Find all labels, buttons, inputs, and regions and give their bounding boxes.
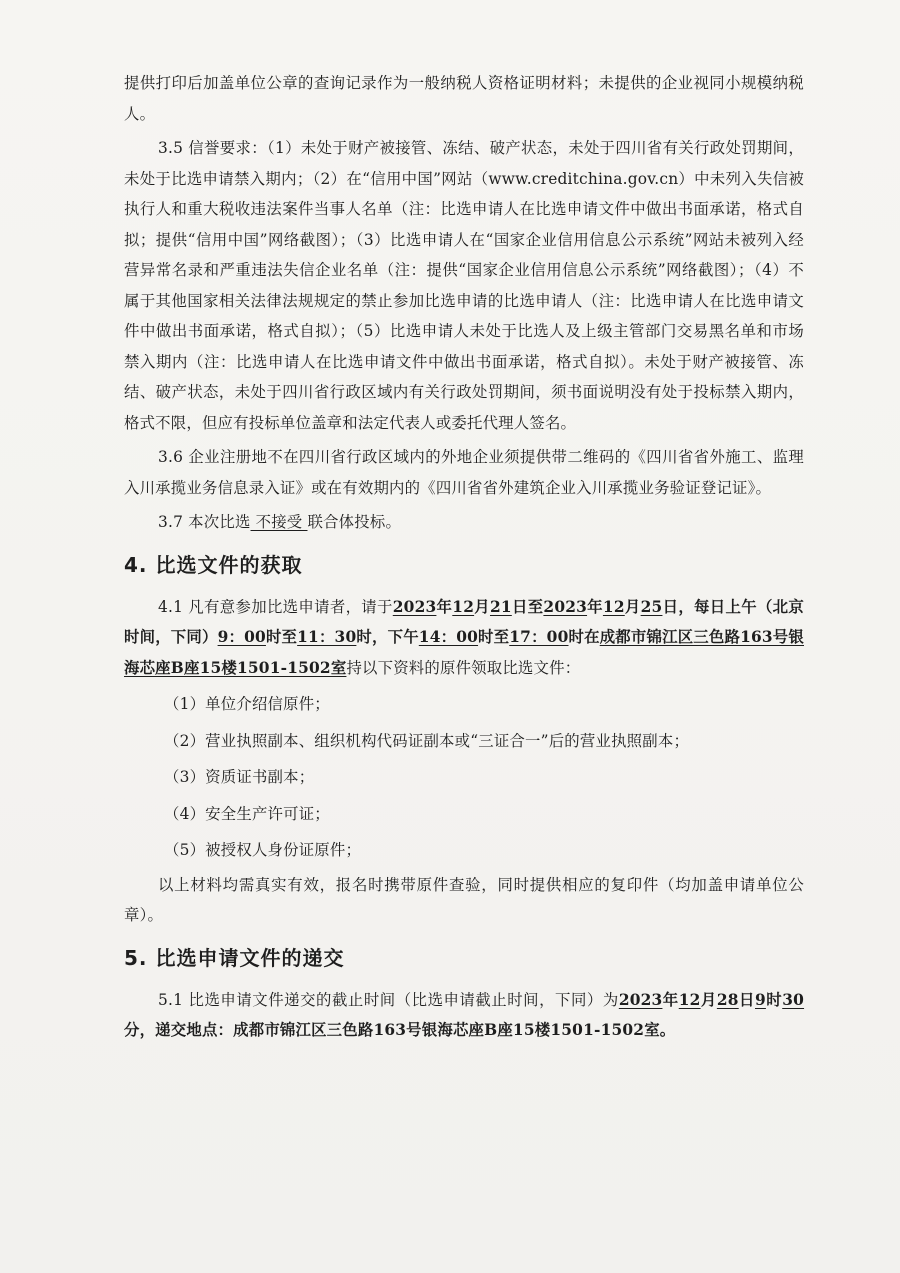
text: 年 bbox=[662, 990, 679, 1009]
text: 时在 bbox=[568, 628, 600, 646]
text: 时至 bbox=[478, 628, 510, 646]
time-value: 17：00 bbox=[509, 628, 569, 646]
date-day: 28 bbox=[716, 990, 739, 1009]
date-month: 12 bbox=[678, 990, 701, 1009]
text: 时 bbox=[765, 990, 783, 1009]
text: 联合体投标。 bbox=[307, 513, 402, 531]
list-item: （4）安全生产许可证； bbox=[164, 804, 330, 823]
paragraph-3-7 bbox=[124, 507, 804, 538]
section-heading-4: 4. 比选文件的获取 bbox=[124, 552, 303, 577]
location-text: 成都市锦江区三色路163号银海芯座B座15楼1501-1502室 bbox=[124, 628, 804, 677]
underlined-text: 不接受 bbox=[250, 513, 308, 531]
location-text: 成都市锦江区三色路163号银海芯座B座15楼1501-1502室。 bbox=[233, 1021, 676, 1039]
paragraph-3-5: 3.5 信誉要求：（1）未处于财产被接管、冻结、破产状态，未处于四川省有关行政处罚期间，未处于比选申请禁入期内；（2）在“信用中国”网站（www.creditchina.gov.cn）中未列入失信被执行人和重大税收违法案件当事人名单（注：比选申请人在比选申请文件中做出书面承诺，格式自拟；提供“信用中国”网络截图）；（3）比选申请人在“国家企业信用信息公示系统”网站未被列入经营异常名录和严重违法失信企业名单（注：提供“国家企业信用信息公示系统”网络截图）；（4）不属于其他国家相关法律法规规定的禁止参加比选申请的比选申请人（注：比选申请人在比选申请文件中做出书面承诺，格式自拟）；（5）比选申请人未处于比选人及上级主管部门交易黑名单和市场禁入期内（注：比选申请人在比选申请文件中做出书面承诺，格式自拟）。未处于财产被接管、冻结、破产状态，未处于四川省行政区域内有关行政处罚期间，须书面说明没有处于投标禁入期内，格式不限，但应有投标单位盖章和法定代表人或委托代理人签名。 bbox=[124, 139, 804, 432]
text: 日 bbox=[738, 990, 755, 1009]
date-year: 2023 bbox=[392, 597, 437, 616]
paragraph-4-1 bbox=[124, 592, 804, 684]
paragraph-intro: 提供打印后加盖单位公章的查询记录作为一般纳税人资格证明材料；未提供的企业视同小规模纳税人。 bbox=[124, 74, 804, 123]
list-item: （1）单位介绍信原件； bbox=[164, 695, 330, 713]
section-heading-5: 5. 比选申请文件的递交 bbox=[124, 945, 345, 970]
text: 月 bbox=[700, 990, 717, 1009]
text: 月 bbox=[474, 597, 490, 616]
text: 时，下午 bbox=[356, 628, 419, 646]
paragraph-3-6: 3.6 企业注册地不在四川省行政区域内的外地企业须提供带二维码的《四川省省外施工、监理入川承揽业务信息录入证》或在有效期内的《四川省省外建筑企业入川承揽业务验证登记证》。 bbox=[124, 448, 804, 497]
text: 日，每日上午（北京时间，下同） bbox=[124, 597, 805, 646]
date-year: 2023 bbox=[543, 597, 588, 616]
text: 年 bbox=[587, 597, 603, 616]
text: 4.1 凡有意参加比选申请者，请于 bbox=[158, 597, 393, 616]
document-body bbox=[124, 68, 804, 1046]
time-value: 9：00 bbox=[217, 628, 266, 646]
date-month: 12 bbox=[452, 597, 475, 616]
date-month: 12 bbox=[602, 597, 625, 616]
text: 5.1 比选申请文件递交的截止时间（比选申请截止时间，下同）为 bbox=[158, 990, 619, 1009]
list-item: （5）被授权人身份证原件； bbox=[164, 841, 362, 859]
text: 日至 bbox=[511, 597, 544, 616]
list-item: （2）营业执照副本、组织机构代码证副本或“三证合一”后的营业执照副本； bbox=[164, 731, 690, 750]
date-day: 25 bbox=[640, 597, 663, 616]
text: 月 bbox=[624, 597, 641, 616]
paragraph-5-1 bbox=[124, 985, 804, 1046]
time-hour: 9 bbox=[755, 990, 766, 1009]
time-minute: 30 bbox=[782, 990, 805, 1009]
text: 时至 bbox=[265, 628, 298, 646]
text: 年 bbox=[436, 597, 453, 616]
date-year: 2023 bbox=[618, 990, 663, 1009]
time-value: 11：30 bbox=[297, 628, 357, 646]
text: 3.7 本次比选 bbox=[158, 513, 251, 531]
paragraph-materials: 以上材料均需真实有效，报名时携带原件查验，同时提供相应的复印件（均加盖申请单位公章）。 bbox=[124, 875, 804, 924]
text: 分，递交地点： bbox=[124, 1021, 234, 1039]
list-item: （3）资质证书副本； bbox=[164, 768, 315, 786]
date-day: 21 bbox=[489, 597, 512, 616]
text: 持以下资料的原件领取比选文件： bbox=[346, 658, 581, 677]
time-value: 14：00 bbox=[418, 628, 479, 646]
